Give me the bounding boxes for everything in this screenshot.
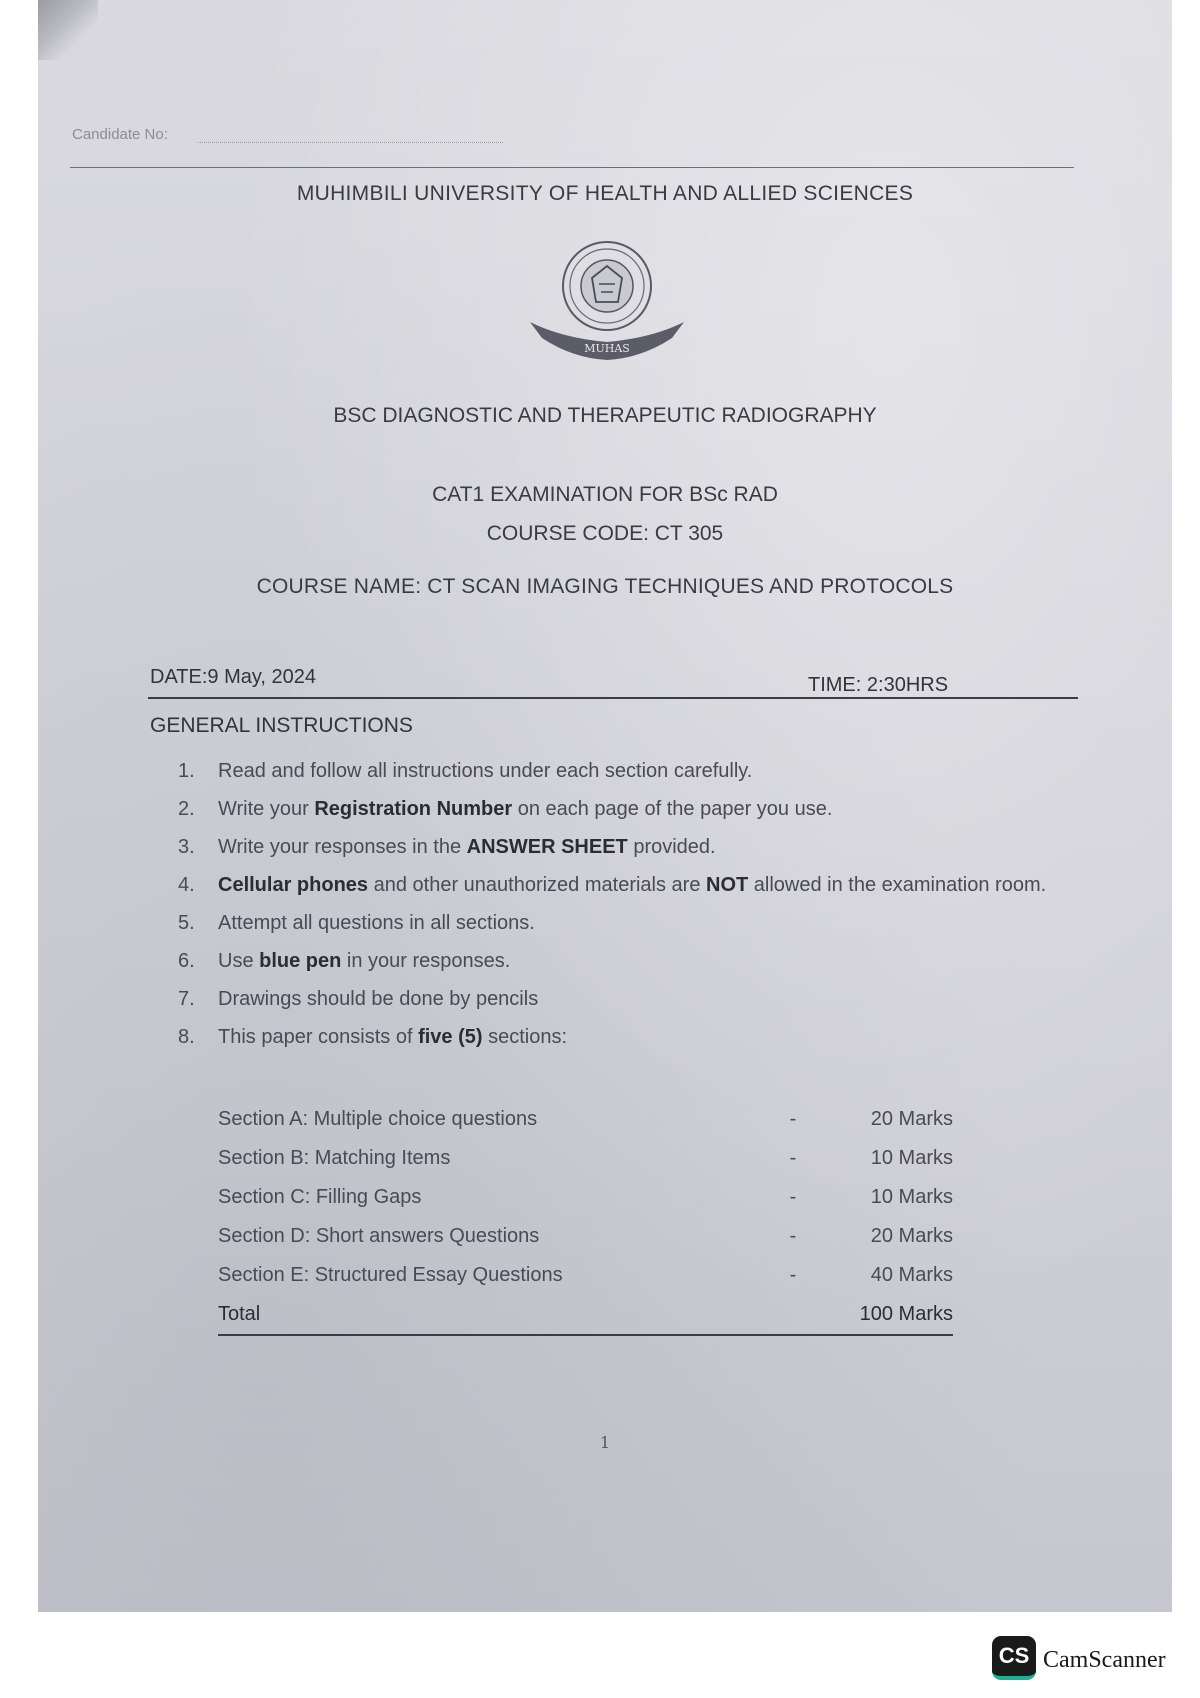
list-item	[178, 1018, 1074, 1056]
item-number: 2.	[178, 798, 195, 820]
section-name: Section A: Multiple choice questions	[218, 1108, 538, 1130]
item-number: 3.	[178, 836, 195, 858]
section-dash: -	[789, 1186, 797, 1208]
item-text: Use	[218, 950, 260, 972]
total-label: Total	[218, 1295, 763, 1335]
list-item	[178, 980, 1074, 1018]
item-text: Drawings should be done by pencils	[218, 988, 539, 1010]
university-logo	[522, 238, 692, 368]
section-marks: 10 Marks	[870, 1186, 953, 1208]
section-name: Section B: Matching Items	[218, 1147, 451, 1169]
table-row	[218, 1217, 953, 1256]
item-text: Write your responses in the	[218, 836, 467, 858]
item-number: 4.	[178, 874, 195, 896]
section-name: Section C: Filling Gaps	[218, 1186, 422, 1208]
candidate-number-line	[198, 142, 503, 143]
item-emphasis: five (5)	[418, 1026, 483, 1048]
total-spacer	[763, 1295, 823, 1335]
camscanner-logo-icon: CS	[992, 1636, 1036, 1680]
item-emphasis: NOT	[706, 874, 749, 896]
section-marks: 40 Marks	[870, 1264, 953, 1286]
camscanner-watermark: CamScanner	[1043, 1647, 1166, 1673]
item-emphasis: ANSWER SHEET	[466, 836, 628, 858]
candidate-number-label: Candidate No:	[72, 126, 168, 143]
item-text: This paper consists of	[218, 1026, 419, 1048]
exam-duration: TIME: 2:30HRS	[808, 674, 949, 696]
sections-table	[218, 1100, 953, 1336]
university-name: MUHIMBILI UNIVERSITY OF HEALTH AND ALLIED SCIENCES	[296, 182, 914, 205]
list-item	[178, 752, 1074, 790]
exam-title: CAT1 EXAMINATION FOR BSc RAD	[432, 483, 778, 506]
item-text: and other unauthorized materials are	[368, 874, 707, 896]
section-name: Section E: Structured Essay Questions	[218, 1264, 563, 1286]
exam-date: DATE:9 May, 2024	[150, 666, 316, 688]
item-text: on each page of the paper you use.	[512, 798, 833, 820]
page-number: 1	[599, 1433, 611, 1452]
item-number: 6.	[178, 950, 195, 972]
section-dash: -	[789, 1147, 797, 1169]
total-marks: 100 Marks	[823, 1295, 953, 1335]
table-row	[218, 1139, 953, 1178]
item-text: Attempt all questions in all sections.	[218, 912, 535, 934]
section-marks: 20 Marks	[870, 1225, 953, 1247]
item-text: in your responses.	[341, 950, 511, 972]
section-dash: -	[789, 1108, 797, 1130]
total-row	[218, 1295, 953, 1335]
item-emphasis: blue pen	[259, 950, 342, 972]
section-name: Section D: Short answers Questions	[218, 1225, 540, 1247]
list-item	[178, 866, 1074, 904]
item-text: sections:	[482, 1026, 568, 1048]
item-emphasis: Cellular phones	[218, 874, 369, 896]
date-divider	[148, 697, 1078, 699]
section-dash: -	[789, 1225, 797, 1247]
header-divider	[70, 167, 1074, 168]
list-item	[178, 942, 1074, 980]
section-marks: 10 Marks	[870, 1147, 953, 1169]
item-number: 7.	[178, 988, 195, 1010]
item-text: allowed in the examination room.	[748, 874, 1047, 896]
item-emphasis: Registration Number	[314, 798, 513, 820]
section-dash: -	[789, 1264, 797, 1286]
list-item	[178, 828, 1074, 866]
list-item	[178, 790, 1074, 828]
item-text: Read and follow all instructions under each section carefully.	[218, 760, 753, 782]
programme-title: BSC DIAGNOSTIC AND THERAPEUTIC RADIOGRAPHY	[333, 404, 877, 427]
section-marks: 20 Marks	[870, 1108, 953, 1130]
table-row	[218, 1256, 953, 1295]
course-code: COURSE CODE: CT 305	[486, 522, 724, 545]
item-number: 8.	[178, 1026, 195, 1048]
list-item	[178, 904, 1074, 942]
table-row	[218, 1178, 953, 1217]
instructions-heading: GENERAL INSTRUCTIONS	[150, 714, 413, 737]
item-text: Write your	[218, 798, 315, 820]
item-number: 1.	[178, 760, 195, 782]
item-number: 5.	[178, 912, 195, 934]
page-fold	[38, 0, 98, 60]
instructions-list	[178, 752, 1074, 1056]
course-name: COURSE NAME: CT SCAN IMAGING TECHNIQUES AND PROTOCOLS	[256, 575, 954, 598]
item-text: provided.	[627, 836, 716, 858]
logo-text: MUHAS	[584, 342, 630, 355]
exam-paper	[38, 0, 1172, 1612]
table-row	[218, 1100, 953, 1139]
